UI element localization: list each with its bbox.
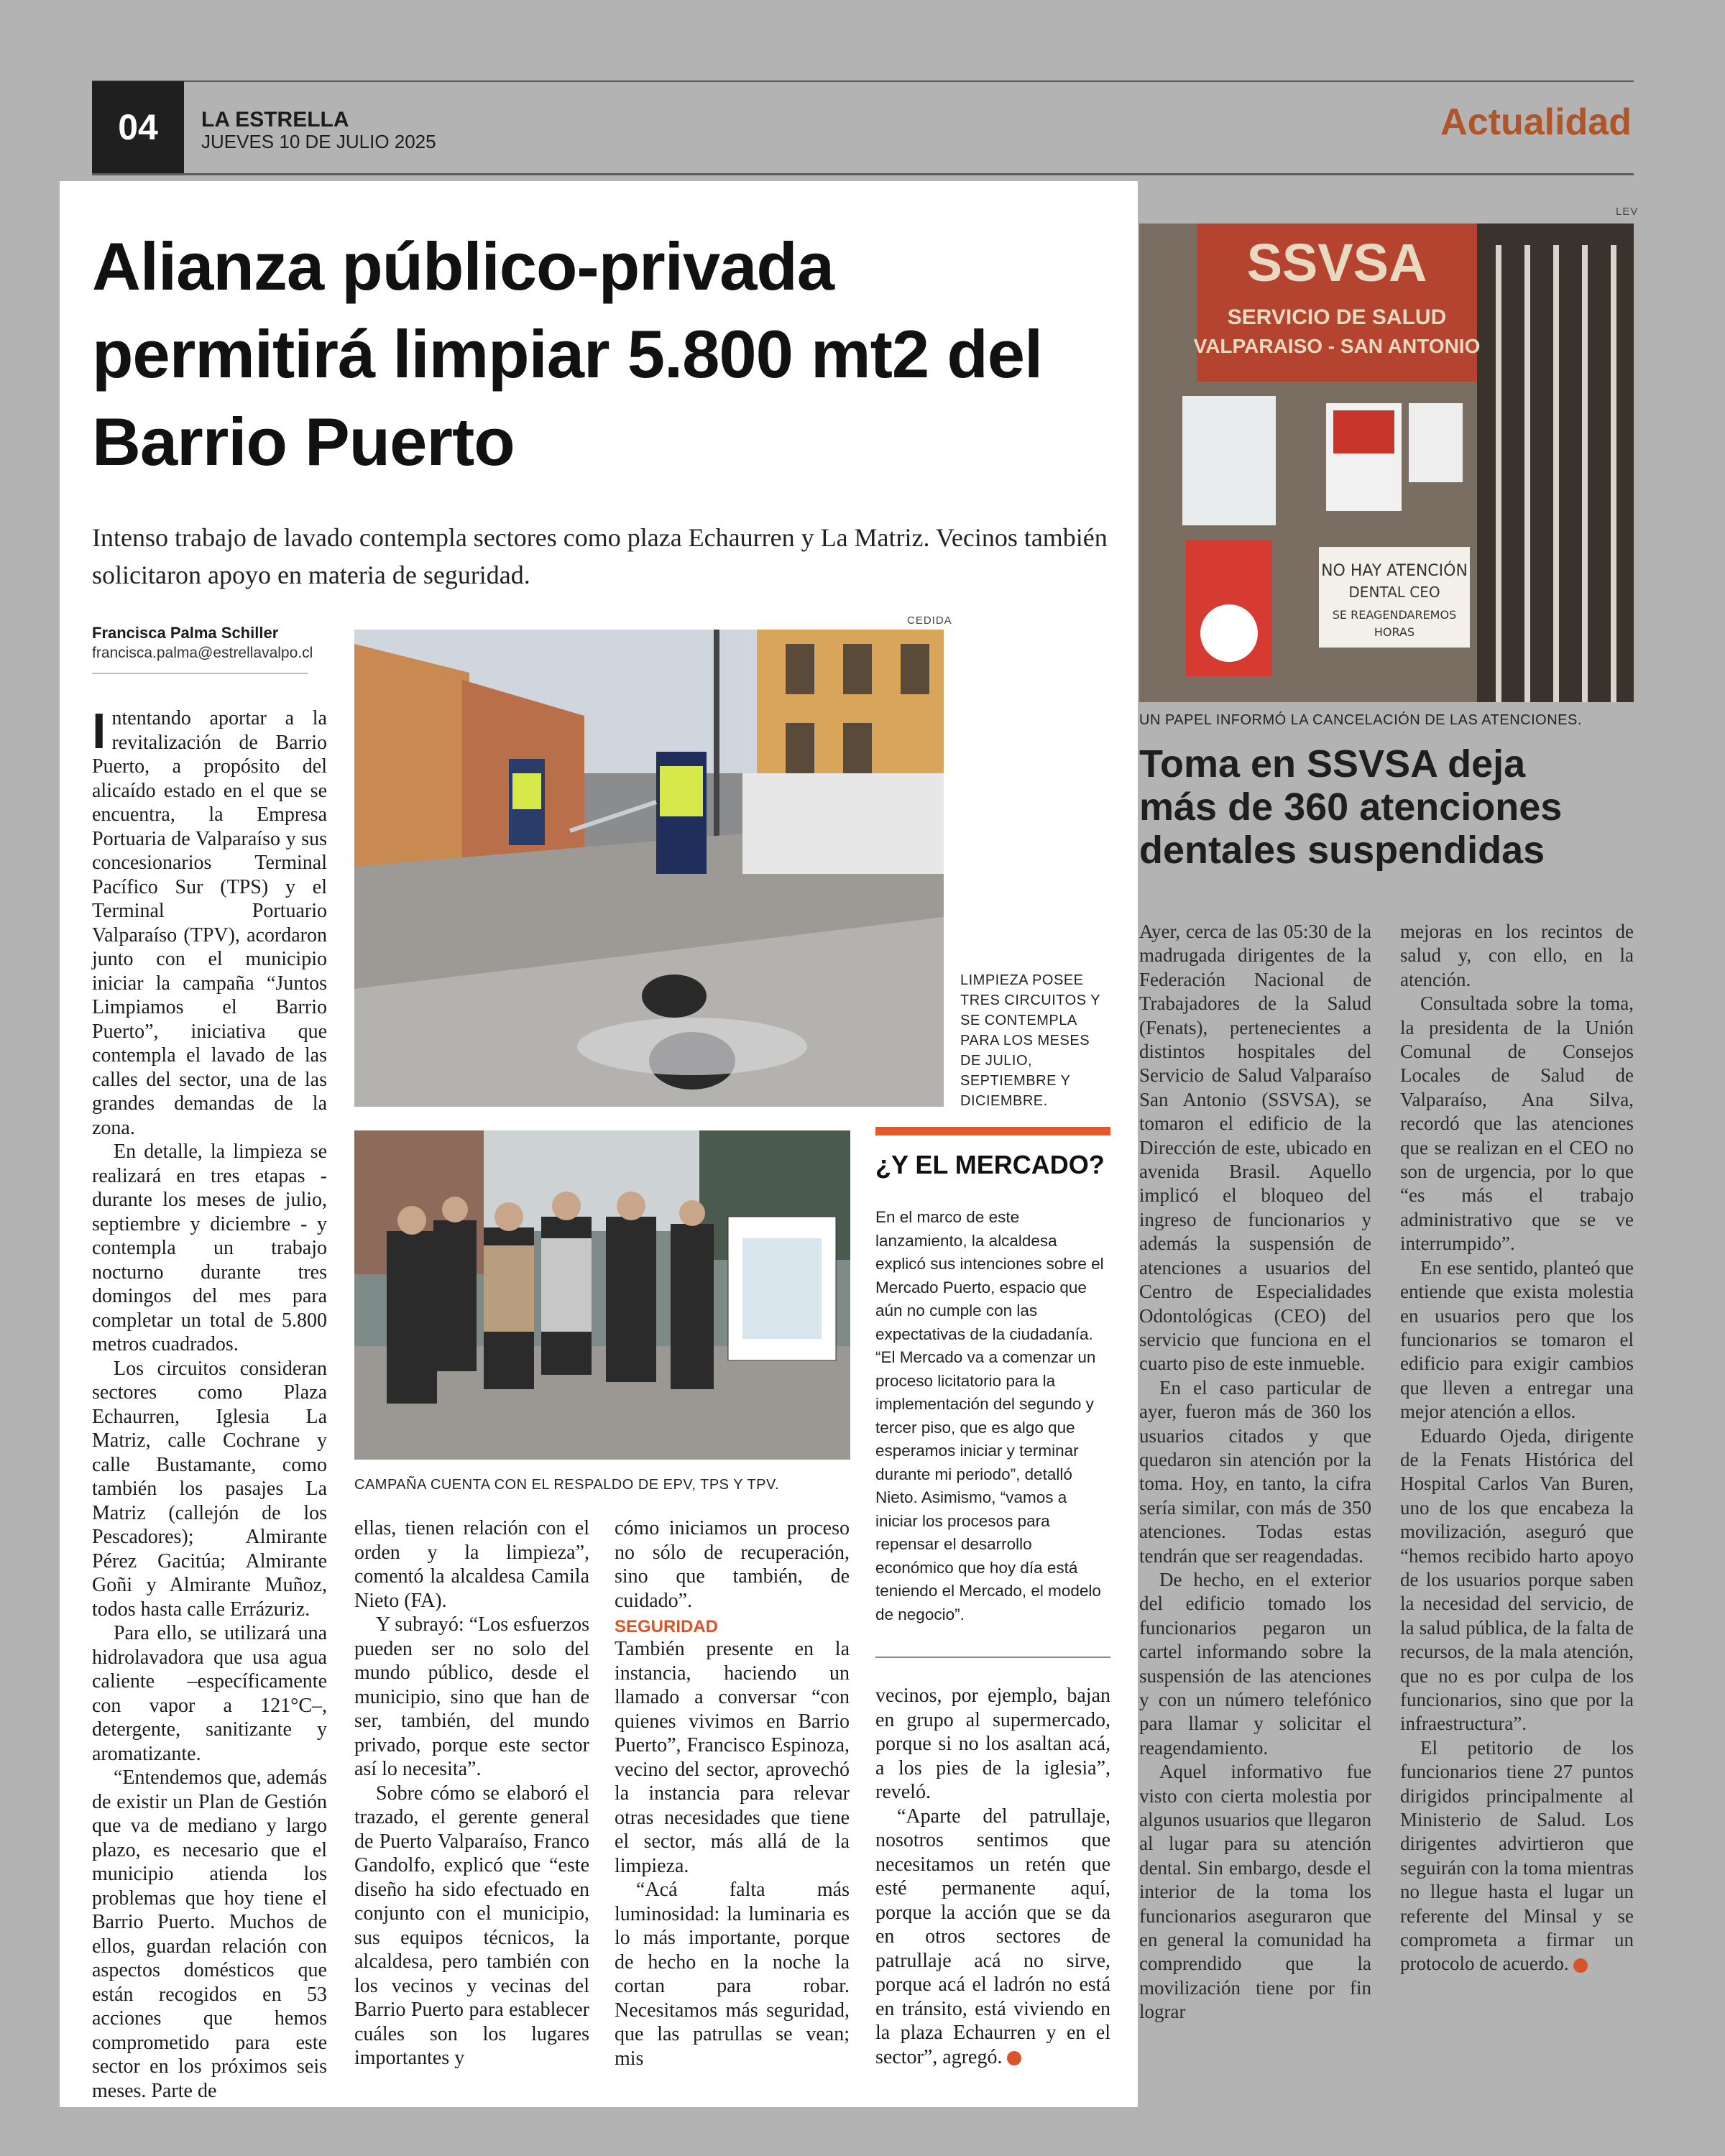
note-line-3: SE REAGENDAREMOS (1332, 608, 1457, 622)
paragraph: ellas, tienen relación con el orden y la limpieza”, comentó la alcaldesa Camila Nieto (FA). (354, 1517, 589, 1612)
paragraph: Y subrayó: “Los esfuerzos pueden ser no solo del mundo público, desde el municipio, sino que han de ser, también, del mundo privado, porque este sector así lo necesita”. (354, 1613, 589, 1780)
paragraph: Consultada sobre la toma, la presidenta de la Unión Comunal de Consejos Locales de Salud de Valparaíso, Ana Silva, recordó que las atenciones que se realizan en el CEO no son de urgencia, por lo que “es más el trabajo administrativo que se ve interrumpido”. (1400, 992, 1634, 1255)
sign-region: VALPARAISO - SAN ANTONIO (1193, 335, 1481, 357)
paragraph: cómo iniciamos un proceso no sólo de recuperación, sino que también, de cuidado”. (615, 1517, 850, 1612)
main-column-2 (354, 1516, 589, 2070)
second-column-1 (1139, 920, 1371, 2024)
paragraph: En detalle, la limpieza se realizará en tres etapas - durante los meses de julio, septiembre y diciembre - y contempla un trabajo nocturno durante tres domingos del mes para completar un total de 5.800 metros cuadrados. (92, 1141, 327, 1355)
page-number: 04 (92, 81, 184, 173)
paragraph: Los circuitos consideran sectores como Plaza Echaurren, Iglesia La Matriz, calle Cochrane y calle Bustamante, como también los pasajes La Matriz (callejón de los Pescadores); Almirante Pérez Gacitúa; Almirante Goñi y Almirante Muñoz, todos hasta calle Errázuriz. (92, 1357, 327, 1621)
note-line-1: NO HAY ATENCIÓN (1321, 562, 1468, 580)
note-line-4: HORAS (1374, 625, 1415, 639)
paragraph: ntentando aportar a la revitalización de Barrio Puerto, a propósito del alicaído estado en el que se encuentra, la Empresa Portuaria de Valparaíso y sus concesionarios Terminal Pacífico Sur (TPS) y el Terminal Portuario Valparaíso (TPV), acordaron junto con el municipio iniciar la campaña “Juntos Limpiamos el Barrio Puerto”, iniciativa que contempla el lavado de las calles del sector, una de las grandes demandas de la zona. (92, 707, 327, 1139)
main-headline: Alianza público-privada permitirá limpiar 5.800 mt2 del Barrio Puerto (92, 229, 1043, 479)
circle-bullet-icon (1007, 2051, 1021, 2065)
sidebar-accent-rule (875, 1127, 1110, 1135)
paragraph: Para ello, se utilizará una hidrolavadora que usa agua caliente –específicamente con vapor a 121°C–, detergente, sanitizante y aromatizante. (92, 1622, 327, 1765)
paragraph: De hecho, en el exterior del edificio tomado los funcionarios pegaron un cartel informando sobre la suspensión de las atenciones y con un número telefónico para llamar y solicitar el reagendamiento. (1139, 1568, 1371, 1759)
second-headline: Toma en SSVSA deja más de 360 atenciones dentales suspendidas (1139, 742, 1563, 872)
photo1-credit: CEDIDA (907, 614, 952, 627)
paragraph: Ayer, cerca de las 05:30 de la madrugada dirigentes de la Federación Nacional de Trabajadores de la Salud (Fenats), pertenecientes a distintos hospitales del Servicio de Salud Valparaíso San Antonio (SSVSA), se tomaron el edificio de la Dirección de este, ubicado en avenida Brasil. Aquello implicó el bloqueo del ingreso de funcionarios y además la suspensión de atenciones a usuarios del Centro de Especialidades Odontológicas (CEO) del servicio que funciona en el cuarto piso de este inmueble. (1139, 921, 1371, 1375)
issue-date: JUEVES 10 DE JULIO 2025 (201, 131, 436, 152)
photo1-caption: LIMPIEZA POSEE TRES CIRCUITOS Y SE CONTEMPLA PARA LOS MESES DE JULIO, SEPTIEMBRE Y DICIEMBRE. (960, 972, 1100, 1109)
sidebar-bottom-rule (875, 1657, 1110, 1658)
ssvsa-building-photo (1139, 224, 1634, 702)
paragraph: vecinos, por ejemplo, bajan en grupo al supermercado, porque si no los asaltan acá, a los pies de la iglesia”, reveló. (875, 1685, 1110, 1803)
main-subhead: Intenso trabajo de lavado contempla sectores como plaza Echaurren y La Matriz. Vecinos también solicitaron apoyo en materia de seguridad. (92, 523, 1108, 589)
masthead-bottom-rule (92, 173, 1634, 175)
drop-cap: I (92, 703, 106, 759)
paragraph: El petitorio de los funcionarios tiene 27 puntos dirigidos principalmente al Ministerio de Salud. Los dirigentes advirtieron que seguirán con la toma mientras no llegue hasta el lugar un referente del Minsal y se comprometa a firmar un protocolo de acuerdo. (1400, 1736, 1634, 1975)
photo2-caption: CAMPAÑA CUENTA CON EL RESPALDO DE EPV, TPS Y TPV. (354, 1477, 780, 1493)
sign-subtitle: SERVICIO DE SALUD (1227, 305, 1447, 329)
main-column-1 (92, 703, 327, 2103)
main-column-3 (615, 1516, 850, 2070)
paragraph: “Acá falta más luminosidad: la luminaria es lo más importante, porque de hecho en la noche la cortan para robar. Necesitamos más seguridad, que las patrullas se vean; mis (615, 1879, 850, 2070)
byline-rule (92, 673, 308, 674)
sign-title: SSVSA (1246, 233, 1427, 292)
paragraph: En ese sentido, planteó que entiende que exista molestia en usuarios pero que los funcionarios se tomaron el edificio para exigir cambios que lleven a entregar una mejor atención a ellos. (1400, 1256, 1634, 1423)
paragraph: “Entendemos que, además de existir un Plan de Gestión que va de mediano y largo plazo, es necesario que el municipio atienda los problemas que hoy tiene el Barrio Puerto. Muchos de ellos, guardan relación con aspectos domésticos que están recogidos en 53 acciones que hemos comprometido para este sector en los próximos seis meses. Parte de (92, 1766, 327, 2102)
paragraph: En el caso particular de ayer, fueron más de 360 los usuarios citados y que quedaron sin atención por la toma. Hoy, en tanto, la cifra sería similar, con más de 350 atenciones. Todas estas tendrán que ser reagendadas. (1139, 1376, 1371, 1567)
photo3-caption: UN PAPEL INFORMÓ LA CANCELACIÓN DE LAS ATENCIONES. (1139, 712, 1582, 728)
second-column-2 (1400, 920, 1634, 1976)
paper-name: LA ESTRELLA (201, 108, 349, 132)
paragraph: Eduardo Ojeda, dirigente de la Fenats Histórica del Hospital Carlos Van Buren, uno de los que encabeza la movilización, aseguró que “hemos recibido harto apoyo de los usuarios porque saben la necesidad del servicio, de la salud pública, de la falta de recursos, de la mala atención, que no es por culpa de los funcionarios, sino que por la infraestructura”. (1400, 1424, 1634, 1735)
paragraph: Sobre cómo se elaboró el trazado, el gerente general de Puerto Valparaíso, Franco Gandolfo, explicó que “este diseño ha sido efectuado en conjunto con el municipio, sus equipos técnicos, la alcaldesa, pero también con los vecinos y vecinas del Barrio Puerto para establecer cuáles son los lugares importantes y (354, 1782, 589, 2069)
photo3-credit: LEV (1616, 206, 1639, 218)
paragraph: Aquel informativo fue visto con cierta molestia por algunos usuarios que llegaron al lugar para su atención dental. Sin embargo, desde el interior de la toma los funcionarios aseguraron que en general la comunidad ha comprendido que la movilización tiene por fin lograr (1139, 1761, 1371, 2023)
paragraph: mejoras en los recintos de salud y, con ello, en la atención. (1400, 921, 1634, 990)
paragraph: También presente en la instancia, haciendo un llamado a conversar “con quienes vivimos en Barrio Puerto”, Francisco Espinoza, vecino del sector, aprovechó la instancia para relevar otras necesidades que tiene el sector, más allá de la limpieza. (615, 1638, 850, 1877)
paragraph: “Aparte del patrullaje, nosotros sentimos que necesitamos un retén que esté permanente aquí, porque la acción que se da en otros sectores de patrullaje acá no sirve, porque acá el ladrón no está en tránsito, está viviendo en la plaza Echaurren y en el sector”, agregó. (875, 1805, 1110, 2068)
section-title: Actualidad (1440, 101, 1632, 143)
author-email: francisca.palma@estrellavalpo.cl (92, 645, 313, 661)
top-rule (92, 80, 1634, 82)
note-line-2: DENTAL CEO (1348, 584, 1440, 601)
street-cleaning-photo (354, 630, 944, 1107)
author-name: Francisca Palma Schiller (92, 624, 279, 642)
circle-bullet-icon (1573, 1958, 1588, 1973)
campaign-group-photo (354, 1130, 850, 1460)
main-column-4 (875, 1684, 1110, 2069)
sidebar-title: ¿Y EL MERCADO? (875, 1150, 1105, 1179)
seguridad-subheading: SEGURIDAD (615, 1617, 719, 1636)
sidebar-text: En el marco de este lanzamiento, la alcaldesa explicó sus intenciones sobre el Mercado Puerto, espacio que aún no cumple con las expectativas de la ciudadanía. “El Mercado va a comenzar un proceso licitatorio para la implementación del segundo y tercer piso, que es algo que esperamos iniciar y terminar durante mi periodo”, detalló Nieto. Asimismo, “vamos a iniciar los procesos para repensar el desarrollo económico que hoy día está teniendo el Mercado, el modelo de negocio”. (875, 1208, 1104, 1623)
